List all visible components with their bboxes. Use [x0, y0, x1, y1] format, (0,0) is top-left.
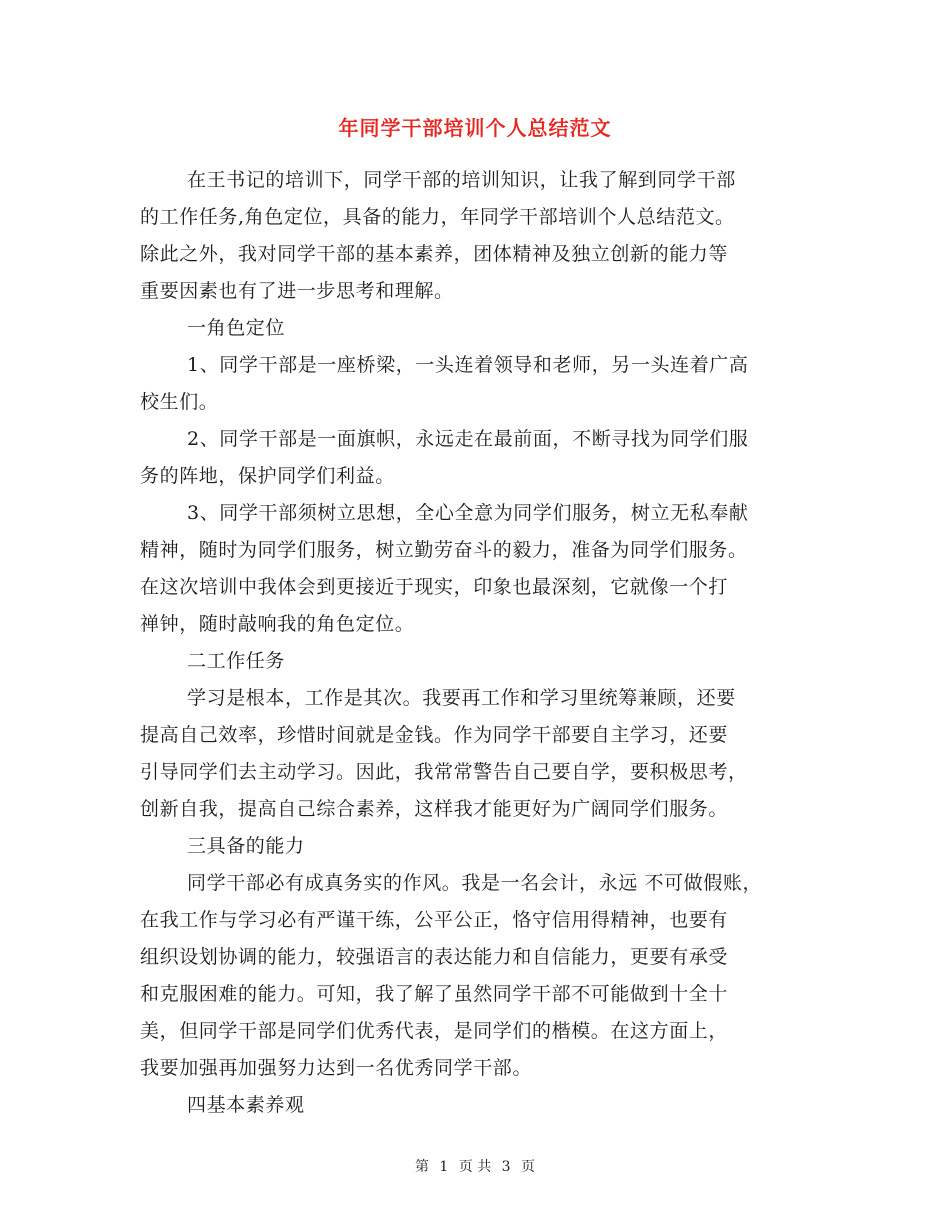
- text-line: 组织设划协调的能力，较强语言的表达能力和自信能力，更要有承受: [140, 946, 729, 968]
- text-line: 美，但同学干部是同学们优秀代表，是同学们的楷模。在这方面上，: [140, 1020, 729, 1042]
- text-line: 提高自己效率，珍惜时间就是金钱。作为同学干部要自主学习，还要: [140, 724, 729, 746]
- footer-prefix: 第: [414, 1159, 429, 1175]
- text-line: 校生们。: [140, 391, 219, 413]
- text-line: 除此之外，我对同学干部的基本素养，团体精神及独立创新的能力等: [140, 243, 729, 265]
- text-line: 三具备的能力: [187, 835, 305, 857]
- text-line: 务的阵地，保护同学们利益。: [140, 465, 395, 487]
- text-line: 创新自我，提高自己综合素养，这样我才能更好为广阔同学们服务。: [140, 798, 729, 820]
- text-line: 和克服困难的能力。可知，我了解了虽然同学干部不可能做到十全十: [140, 983, 729, 1005]
- text-line: 二工作任务: [187, 650, 286, 672]
- footer-total-pages: 3: [501, 1159, 511, 1175]
- text-line: 在王书记的培训下，同学干部的培训知识，让我了解到同学干部: [187, 169, 736, 191]
- text-line: 四基本素养观: [187, 1094, 305, 1116]
- text-line: 重要因素也有了进一步思考和理解。: [140, 280, 454, 302]
- text-line: 精神，随时为同学们服务，树立勤劳奋斗的毅力，准备为同学们服务。: [140, 539, 748, 561]
- text-line: 在这次培训中我体会到更接近于现实，印象也最深刻，它就像一个打: [140, 576, 729, 598]
- text-line: 禅钟，随时敲响我的角色定位。: [140, 613, 415, 635]
- document-title: 年同学干部培训个人总结范文: [338, 116, 612, 140]
- text-line: 学习是根本，工作是其次。我要再工作和学习里统筹兼顾，还要: [187, 687, 736, 709]
- footer-suffix: 页: [521, 1159, 536, 1175]
- footer-current-page: 1: [439, 1159, 449, 1175]
- document-body: [140, 162, 812, 1124]
- text-line: 引导同学们去主动学习。因此，我常常警告自己要自学，要积极思考，: [140, 761, 748, 783]
- text-line: 3、同学干部须树立思想，全心全意为同学们服务，树立无私奉献: [187, 502, 749, 524]
- text-line: 我要加强再加强努力达到一名优秀同学干部。: [140, 1057, 533, 1079]
- text-line: 一角色定位: [187, 317, 286, 339]
- text-line: 2、同学干部是一面旗帜，永远走在最前面，不断寻找为同学们服: [187, 428, 749, 450]
- text-line: 在我工作与学习必有严谨干练，公平公正，恪守信用得精神，也要有: [140, 909, 729, 931]
- text-line: 同学干部必有成真务实的作风。我是一名会计，永远 不可做假账，: [187, 872, 763, 894]
- text-line: 的工作任务,角色定位，具备的能力，年同学干部培训个人总结范文。: [140, 206, 735, 228]
- text-line: 1、同学干部是一座桥梁，一头连着领导和老师，另一头连着广高: [187, 354, 749, 376]
- footer-middle: 页 共: [458, 1159, 492, 1175]
- page-footer: [0, 1156, 950, 1176]
